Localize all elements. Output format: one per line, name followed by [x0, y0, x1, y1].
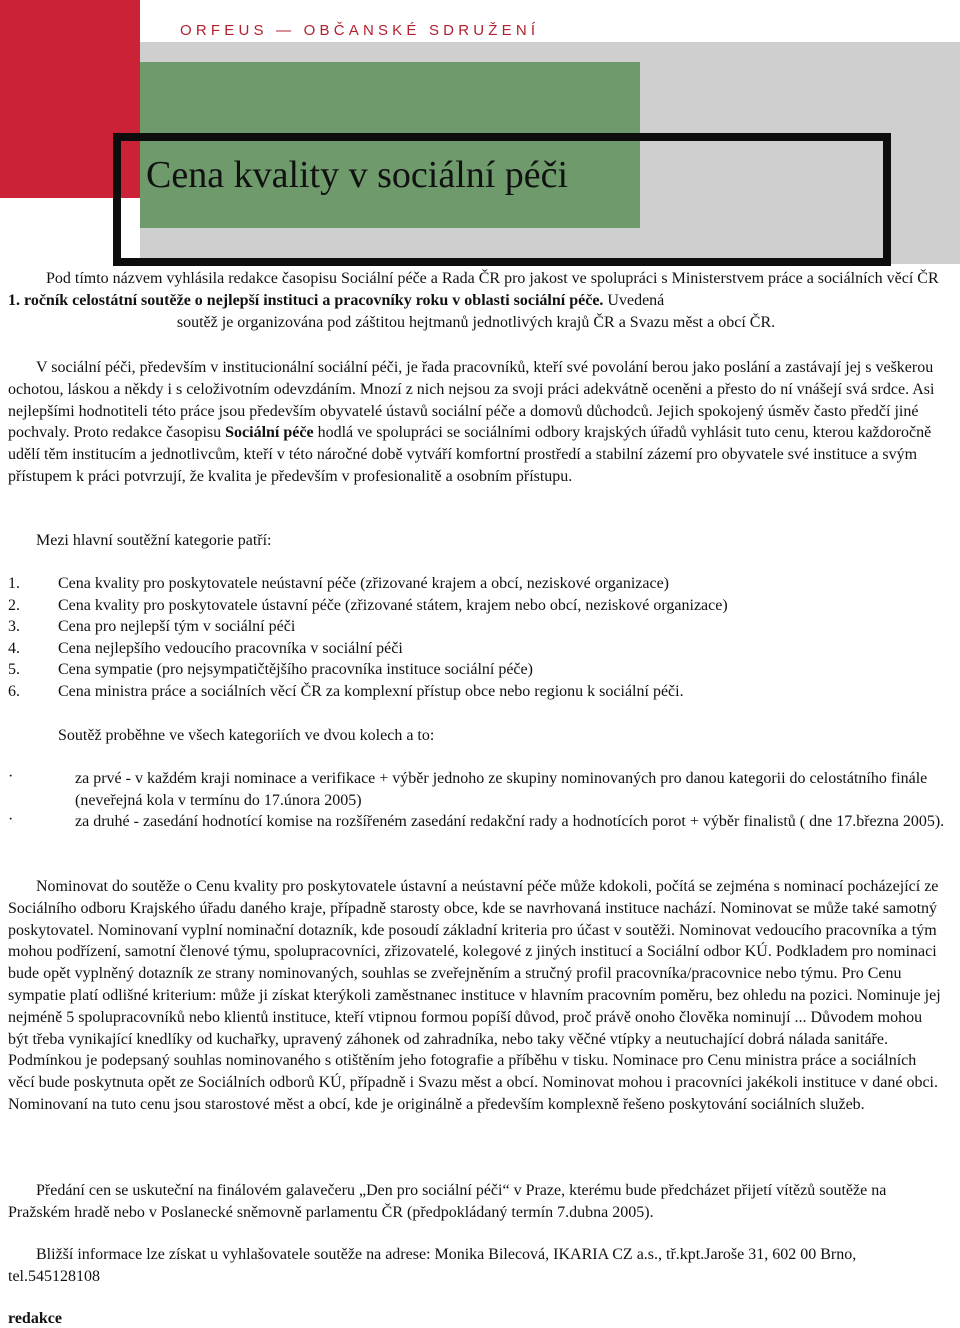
list-text: za druhé - zasedání hodnotící komise na rozšířeném zasedání redakční rady a hodnotících porot + výběr finalistů ( dne 17.března 2005).	[75, 813, 945, 831]
bullet-icon: ·	[8, 811, 14, 829]
list-number: 2.	[8, 596, 20, 614]
list-item	[8, 595, 948, 617]
list-text: Cena kvality pro poskytovatele neústavní péče (zřizované krajem a obcí, neziskové organizace)	[58, 575, 670, 592]
para1-text-1: V sociální péči, především v institucionální sociální péči, je řada pracovníků, kteří své povolání berou jako poslání a zastávají jej s veškerou ochotou, láskou a někdy i s celoživotním odevzdáním. Mnozí z nich nejsou za svoji práci adekvátně oceněni a přesto do ní vnášejí svá srdce. Asi nejlepšími hodnotiteli této práce jsou především obyvatelé ústavů sociální péče a domovů důchodců. Jejich spokojený úsměv často předčí jiné pochvaly. Proto redakce časopisu	[8, 359, 935, 442]
list-text: Cena kvality pro poskytovatele ústavní péče (zřizované státem, krajem nebo obcí, neziskové organizace)	[58, 596, 728, 614]
list-text: Cena ministra práce a sociálních věcí ČR za komplexní přístup obce nebo regionu k sociální péči.	[58, 682, 684, 700]
list-item	[8, 638, 948, 660]
list-item	[8, 768, 948, 811]
organization-name: ORFEUS — OBČANSKÉ SDRUŽENÍ	[180, 22, 540, 39]
para1-bold-text: Sociální péče	[225, 424, 314, 442]
list-number: 4.	[8, 639, 20, 657]
rounds-heading: Soutěž proběhne ve všech kategoriích ve dvou kolech a to:	[58, 727, 435, 744]
list-text: Cena pro nejlepší tým v sociální péči	[58, 618, 296, 636]
bullet-icon: ·	[8, 768, 14, 785]
signature: redakce	[8, 1310, 62, 1327]
para1-text-2: hodlá ve spolupráci se sociálními odbory krajských úřadů vyhlásit tuto cenu, kterou každoročně udělí těm institucím a jednotlivcům, kteří v této náročné době vytváří komfortní prostředí a stabilní zázemí pro obyvatele své instituce a svým přístupem k práci potvrzují, že kvalita je především v profesionalitě a osobním přístupu.	[8, 424, 932, 485]
list-item	[8, 659, 948, 681]
intro-text-2: Uvedená	[603, 291, 665, 309]
list-number: 5.	[8, 661, 20, 679]
intro-bold-text: 1. ročník celostátní soutěže o nejlepší instituci a pracovníky roku v oblasti sociální péče.	[8, 291, 604, 309]
intro-line-3: soutěž je organizována pod záštitou hejtmanů jednotlivých krajů ČR a Svazu měst a obcí ČR.	[176, 313, 776, 331]
list-text: Cena sympatie (pro nejsympatičtějšího pracovníka instituce sociální péče)	[58, 661, 533, 679]
list-item	[8, 616, 948, 638]
list-item	[8, 681, 948, 703]
page-title: Cena kvality v sociální péči	[146, 154, 569, 196]
intro-text-1: Pod tímto názvem vyhlásila redakce časopisu Sociální péče a Rada ČR pro jakost ve spolupráci s Ministerstvem práce a sociálních věcí ČR	[46, 270, 939, 287]
categories-list	[8, 573, 948, 703]
rounds-list	[8, 768, 948, 833]
list-number: 1.	[8, 575, 20, 592]
contact-paragraph: Bližší informace lze získat u vyhlašovatele soutěže na adrese: Monika Bilecová, IKARIA CZ a.s., tř.kpt.Jaroše 31, 602 00 Brno, tel.545128108	[8, 1246, 857, 1285]
list-text: Cena nejlepšího vedoucího pracovníka v sociální péči	[58, 639, 403, 657]
list-number: 6.	[8, 682, 20, 700]
categories-heading: Mezi hlavní soutěžní kategorie patří:	[36, 532, 272, 549]
list-item	[8, 811, 948, 833]
list-text: za prvé - v každém kraji nominace a verifikace + výběr jednoho ze skupiny nominovaných pro danou kategorii do celostátního finále (neveřejná kola v termínu do 17.února 2005)	[75, 770, 928, 809]
list-item	[8, 573, 948, 595]
intro-paragraph	[8, 268, 944, 333]
body-paragraph-2: Nominovat do soutěže o Cenu kvality pro poskytovatele ústavní a neústavní péče může kdokoli, počítá se zejména s nominací pocházející ze Sociálního odboru Krajského úřadu daného kraje, případně starosty obce, kde se navrhovaná instituce nachází. Nominovat se může také samotný poskytovatel. Nominovaní vyplní nominační dotazník, kde posoudí základní kriteria pro účast v soutěži. Nominovat vedoucího pracovníka a tým mohou podřízení, samotní členové týmu, spolupracovníci, zřizovatelé, kolegové z jiných institucí a Sociální odbor KÚ. Podkladem pro nominaci bude opět vyplněný dotazník ze strany nominovaných, souhlas se zveřejněním a stručný profil pracovníka/pracovnice nebo týmu. Pro Cenu sympatie platí odlišné kriterium: může ji získat kterýkoli zaměstnanec instituce v hlavním pracovním poměru, bez ohledu na pozici. Nominuje jej nejméně 5 spolupracovníků nebo klientů instituce, kteří vtipnou formou popíší důvod, proč právě onoho člověka nominují ... Důvodem mohou být třeba vynikající knedlíky od kuchařky, upravený záhonek od zahradníka, nebo taky věčné vtípky a neutuchající dobrá nálada sanitáře. Podmínkou je podepsaný souhlas nominovaného s otištěním jeho fotografie a příběhu v tisku. Nominace pro Cenu ministra práce a sociálních věcí bude poskytnuta opět ze Sociálních odborů KÚ, případně i Svazu měst a obcí. Nominovat mohou i pracovníci jakékoli instituce v dané obci. Nominovaní na tuto cenu jsou starostové měst a obcí, kde je originálně a především komplexně řešeno poskytování sociálních služeb.	[8, 878, 941, 1113]
body-paragraph-1	[8, 357, 944, 488]
body-paragraph-3: Předání cen se uskuteční na finálovém galavečeru „Den pro sociální péči“ v Praze, kterému bude předcházet přijetí vítězů soutěže na Pražském hradě nebo v Poslanecké sněmovně parlamentu ČR (předpokládaný termín 7.dubna 2005).	[8, 1182, 887, 1221]
list-number: 3.	[8, 618, 20, 636]
